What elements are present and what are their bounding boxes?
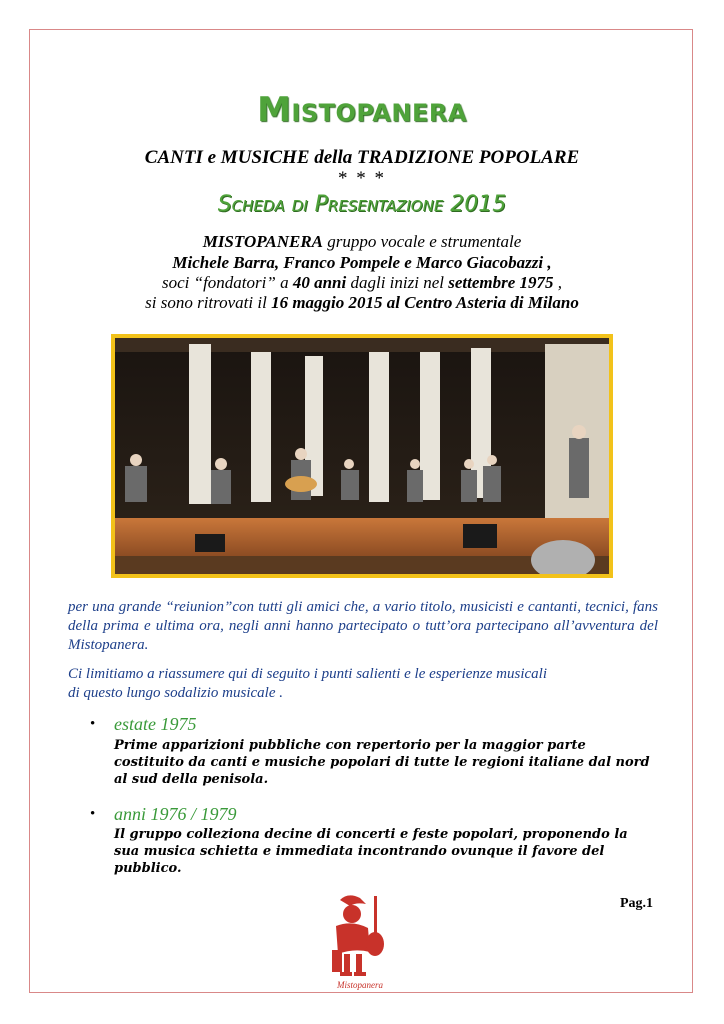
group-name: MISTOPANERA bbox=[202, 232, 323, 251]
intro-line-1 bbox=[0, 232, 724, 252]
musician-logo-icon bbox=[326, 892, 388, 980]
page-number: Pag.1 bbox=[620, 896, 654, 911]
logo-caption: Mistopanera bbox=[337, 980, 383, 990]
intro-text: si sono ritrovati il bbox=[145, 293, 272, 312]
separator-stars: * * * bbox=[338, 168, 386, 189]
intro-text: , bbox=[553, 273, 563, 292]
reunion-paragraph: per una grande “reiunion”con tutti gli amici che, a vario titolo, musicisti e cantanti, tecnici, fans della prima e ultima ora, negli anni hanno partecipato o tutt’ora partecipano all’avventura del Mistopanera. bbox=[68, 599, 658, 653]
page-subtitle: CANTI e MUSICHE della TRADIZIONE POPOLARE bbox=[144, 147, 580, 168]
bullet-heading-1976: anni 1976 / 1979 bbox=[114, 804, 237, 824]
page-title: Mistopanera bbox=[257, 90, 467, 130]
group-description: gruppo vocale e strumentale bbox=[327, 232, 522, 251]
intro-text: dagli inizi nel bbox=[346, 273, 449, 292]
stage-photo-illustration bbox=[115, 338, 609, 574]
intro-bold-event: 16 maggio 2015 al Centro Asteria di Milano bbox=[271, 293, 579, 312]
summary-line-2: di questo lungo sodalizio musicale . bbox=[68, 685, 283, 701]
section-title: Scheda di Presentazione 2015 bbox=[217, 192, 507, 217]
intro-text: soci “fondatori” a bbox=[161, 273, 293, 292]
bullet-icon: • bbox=[90, 806, 96, 822]
intro-line-4 bbox=[0, 293, 724, 313]
summary-line-1: Ci limitiamo a riassumere qui di seguito i punti salienti e le esperienze musicali bbox=[68, 666, 547, 682]
intro-bold-years: 40 anni bbox=[292, 273, 347, 292]
intro-bold-date: settembre 1975 bbox=[448, 273, 554, 292]
bullet-body-1976: Il gruppo colleziona decine di concerti e feste popolari, proponendo la sua musica schietta e immediata incontrando ovunque il favore del pubblico. bbox=[114, 827, 628, 876]
concert-stage-photo bbox=[111, 334, 613, 578]
intro-line-3 bbox=[0, 273, 724, 293]
bullet-icon: • bbox=[90, 716, 96, 732]
intro-line-2: Michele Barra, Franco Pompele e Marco Giacobazzi , bbox=[172, 253, 552, 272]
bullet-heading-1975: estate 1975 bbox=[114, 714, 197, 734]
bullet-body-1975: Prime apparizioni pubbliche con repertorio per la maggior parte costituito da canti e musiche popolari di tutte le regioni italiane dal nord al sud della penisola. bbox=[114, 738, 650, 787]
